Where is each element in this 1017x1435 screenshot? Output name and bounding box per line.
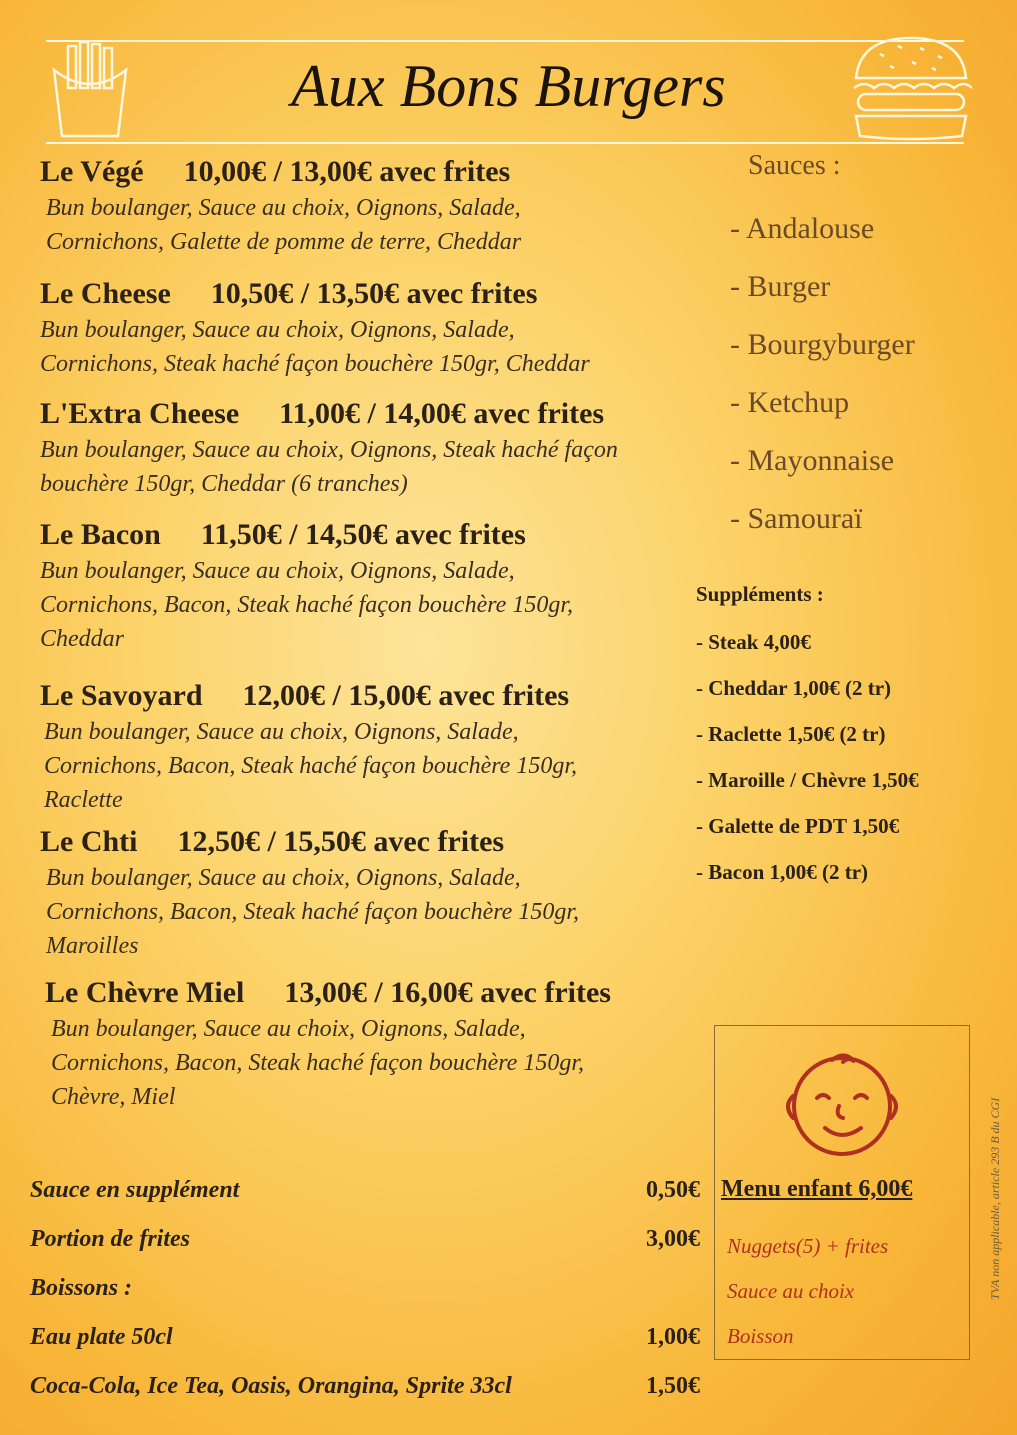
burger-item xyxy=(40,825,720,963)
sauce-item: - Bourgyburger xyxy=(730,328,915,361)
extra-label: Boissons : xyxy=(30,1275,133,1301)
child-face-icon xyxy=(777,1038,907,1168)
burger-item xyxy=(40,277,720,381)
supplements-list xyxy=(696,582,919,895)
burger-item xyxy=(40,397,720,501)
extra-price: 1,00€ xyxy=(646,1324,700,1350)
sauce-item: - Mayonnaise xyxy=(730,444,895,477)
extra-row xyxy=(30,1170,700,1219)
sauces-title: Sauces : xyxy=(748,150,841,181)
sauce-item: - Andalouse xyxy=(730,212,875,245)
item-price: 12,50€ / 15,50€ avec frites xyxy=(177,825,505,858)
burger-item xyxy=(40,679,720,817)
burger-item xyxy=(45,976,725,1114)
item-price: 12,00€ / 15,00€ avec frites xyxy=(242,679,570,712)
supplement-item: - Bacon 1,00€ (2 tr) xyxy=(696,860,869,884)
item-desc: Bun boulanger, Sauce au choix, Oignons, Salade, Cornichons, Bacon, Steak haché façon bouchère 150gr, Cheddar xyxy=(40,558,574,652)
extra-row xyxy=(30,1268,700,1317)
sauce-item: - Burger xyxy=(730,270,831,303)
item-price: 13,00€ / 16,00€ avec frites xyxy=(284,976,611,1009)
extra-price: 3,00€ xyxy=(646,1226,700,1252)
item-name: Le Végé xyxy=(40,155,144,188)
extra-row xyxy=(30,1317,700,1366)
extra-label: Sauce en supplément xyxy=(30,1177,240,1203)
extra-row xyxy=(30,1219,700,1268)
extra-label: Portion de frites xyxy=(30,1226,190,1252)
item-desc: Bun boulanger, Sauce au choix, Oignons, Salade, Cornichons, Bacon, Steak haché façon bouchère 150gr, Maroilles xyxy=(46,865,580,959)
supplement-item: - Galette de PDT 1,50€ xyxy=(696,814,900,838)
item-price: 11,50€ / 14,50€ avec frites xyxy=(200,518,526,551)
extra-label: Eau plate 50cl xyxy=(30,1324,173,1350)
kids-menu-line: Nuggets(5) + frites xyxy=(727,1234,889,1258)
sauce-item: - Samouraï xyxy=(730,502,863,535)
supplement-item: - Cheddar 1,00€ (2 tr) xyxy=(696,676,892,700)
extra-price: 1,50€ xyxy=(646,1373,700,1399)
item-desc: Bun boulanger, Sauce au choix, Oignons, Salade, Cornichons, Bacon, Steak haché façon bouchère 150gr, Raclette xyxy=(44,719,578,813)
item-name: Le Chèvre Miel xyxy=(45,976,245,1009)
extra-row xyxy=(30,1366,700,1415)
kids-menu-box xyxy=(714,1025,970,1360)
burger-icon xyxy=(850,32,972,144)
extras-list xyxy=(30,1170,700,1415)
sauce-item: - Ketchup xyxy=(730,386,850,419)
supplement-item: - Steak 4,00€ xyxy=(696,630,811,654)
kids-menu-line: Sauce au choix xyxy=(727,1279,855,1303)
burger-item xyxy=(40,518,720,656)
item-desc: Bun boulanger, Sauce au choix, Oignons, Salade, Cornichons, Steak haché façon bouchère 150gr, Cheddar xyxy=(40,317,590,377)
kids-menu-title: Menu enfant 6,00€ xyxy=(721,1176,913,1202)
supplement-item: - Raclette 1,50€ (2 tr) xyxy=(696,722,886,746)
tva-note: TVA non applicable, article 293 B du CGI xyxy=(988,1097,1002,1300)
item-desc: Bun boulanger, Sauce au choix, Oignons, Steak haché façon bouchère 150gr, Cheddar (6 tranches) xyxy=(40,437,618,497)
supplements-title: Suppléments : xyxy=(696,582,824,606)
item-name: Le Savoyard xyxy=(40,679,203,712)
item-price: 11,00€ / 14,00€ avec frites xyxy=(279,397,605,430)
extra-price: 0,50€ xyxy=(646,1177,700,1203)
item-price: 10,50€ / 13,50€ avec frites xyxy=(210,277,538,310)
item-desc: Bun boulanger, Sauce au choix, Oignons, Salade, Cornichons, Bacon, Steak haché façon bouchère 150gr, Chèvre, Miel xyxy=(51,1016,585,1110)
kids-menu-line: Boisson xyxy=(727,1324,794,1348)
extra-label: Coca-Cola, Ice Tea, Oasis, Orangina, Sprite 33cl xyxy=(30,1373,512,1399)
item-name: L'Extra Cheese xyxy=(40,397,240,430)
item-name: Le Chti xyxy=(40,825,138,858)
item-name: Le Cheese xyxy=(40,277,171,310)
supplement-item: - Maroille / Chèvre 1,50€ xyxy=(696,768,919,792)
item-desc: Bun boulanger, Sauce au choix, Oignons, Salade, Cornichons, Galette de pomme de terre, Cheddar xyxy=(46,195,522,255)
sauces-list xyxy=(730,150,915,548)
item-price: 10,00€ / 13,00€ avec frites xyxy=(183,155,511,188)
page-title: Aux Bons Burgers xyxy=(291,53,726,119)
burger-item xyxy=(40,155,720,259)
item-name: Le Bacon xyxy=(40,518,161,551)
